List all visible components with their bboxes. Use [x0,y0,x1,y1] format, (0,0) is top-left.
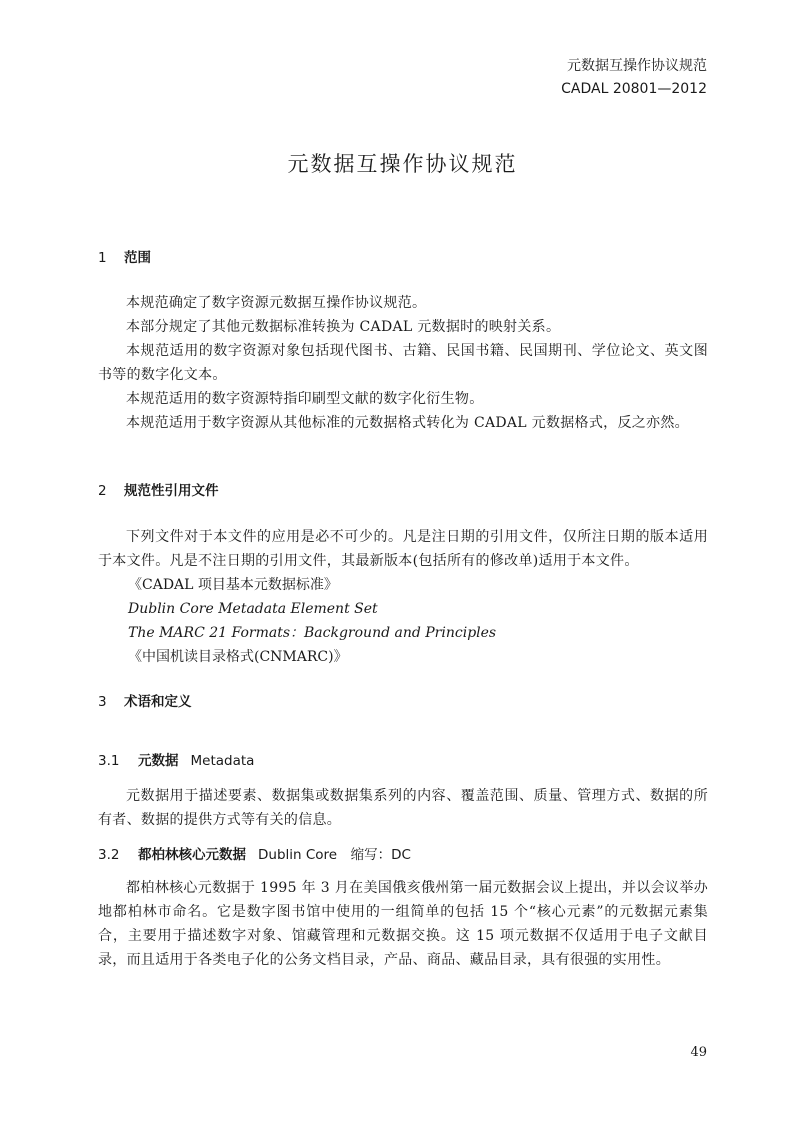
reference-item: 《中国机读目录格式(CNMARC)》 [128,649,348,665]
page-number: 49 [690,1045,707,1060]
section-1-paragraph-2: 本部分规定了其他元数据标准转换为 CADAL 元数据时的映射关系。 [126,319,561,335]
section-title: 术语和定义 [124,694,192,710]
section-2-paragraph: 下列文件对于本文件的应用是必不可少的。凡是注日期的引用文件，仅所注日期的版本适用于本文件。凡是不注日期的引用文件，其最新版本(包括所有的修改单)适用于本文件。 [98,529,708,569]
section-1-heading [98,248,151,268]
section-2-heading [98,481,219,501]
section-english-term: Metadata [190,753,255,769]
section-title: 范围 [124,250,151,266]
reference-item: 《CADAL 项目基本元数据标准》 [128,577,338,593]
section-english-term: Dublin Core 缩写：DC [258,847,411,863]
section-3-1-paragraph: 元数据用于描述要素、数据集或数据集系列的内容、覆盖范围、质量、管理方式、数据的所有者、数据的提供方式等有关的信息。 [98,788,708,828]
running-head-standard-code: CADAL 20801—2012 [561,81,707,97]
section-3-heading [98,692,192,712]
section-number: 3.2 [98,847,120,863]
section-1-paragraph-3: 本规范适用的数字资源对象包括现代图书、古籍、民国书籍、民国期刊、学位论文、英文图书等的数字化文本。 [98,343,708,383]
section-number: 2 [98,483,107,499]
reference-item: The MARC 21 Formats：Background and Principles [128,625,497,641]
document-title: 元数据互操作协议规范 [287,152,518,176]
section-3-2-heading [98,845,411,865]
section-title: 都柏林核心元数据 [138,847,246,863]
section-title: 规范性引用文件 [124,483,219,499]
section-1-paragraph-5: 本规范适用于数字资源从其他标准的元数据格式转化为 CADAL 元数据格式，反之亦然。 [126,415,689,431]
section-3-2-paragraph: 都柏林核心元数据于 1995 年 3 月在美国俄亥俄州第一届元数据会议上提出，并以会议举办地都柏林市命名。它是数字图书馆中使用的一组简单的包括 15 个“核心元素”的元数据元素集合，主要用于描述数字对象、馆藏管理和元数据交换。这 15 项元数据不仅适用于电子文献目录，而且适用于各类电子化的公务文档目录，产品、商品、藏品目录，具有很强的实用性。 [98,880,708,968]
section-number: 1 [98,250,107,266]
section-3-1-heading [98,751,254,771]
section-number: 3.1 [98,753,120,769]
section-title: 元数据 [138,753,179,769]
running-head-title: 元数据互操作协议规范 [567,58,707,74]
section-1-paragraph-1: 本规范确定了数字资源元数据互操作协议规范。 [126,295,427,311]
section-1-paragraph-4: 本规范适用的数字资源特指印刷型文献的数字化衍生物。 [126,391,484,407]
reference-item: Dublin Core Metadata Element Set [128,601,378,617]
section-number: 3 [98,694,107,710]
